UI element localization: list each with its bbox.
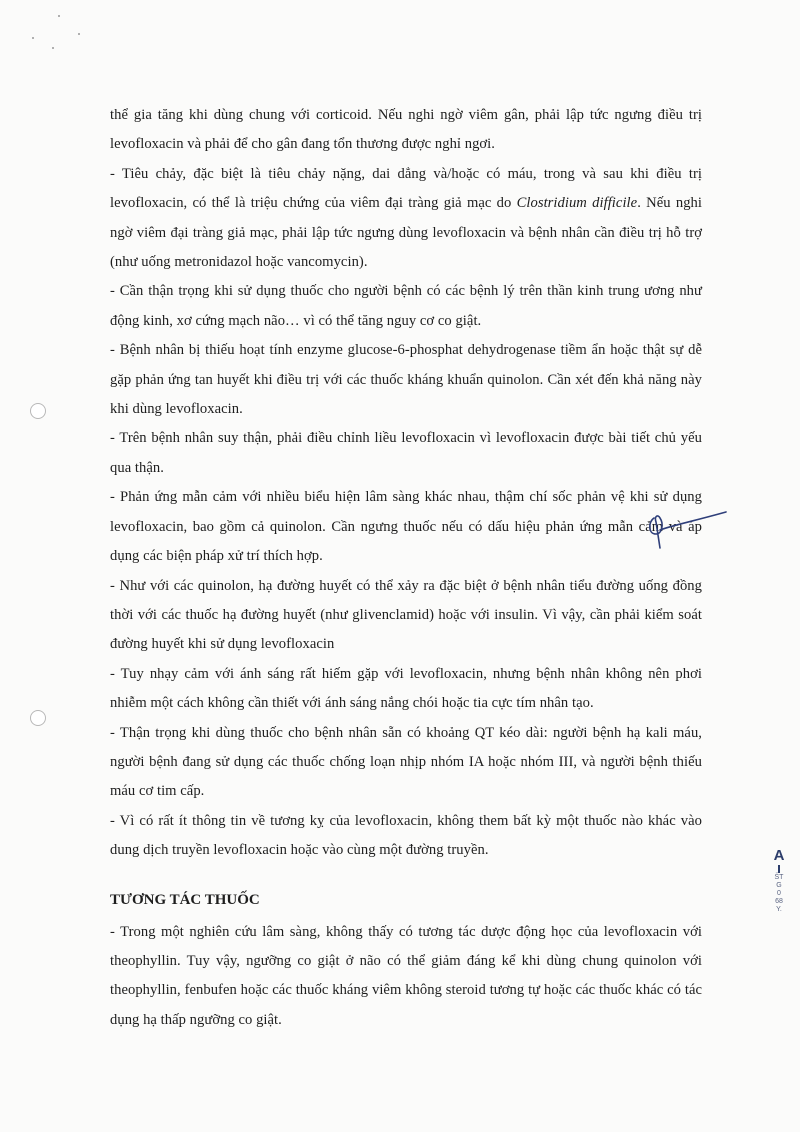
stamp-line: ŠT xyxy=(774,874,784,881)
paragraph-text: - Tiêu chảy, đặc biệt là tiêu chảy nặng, dai dẳng và/hoặc có máu, trong và sau khi điều trị levofloxacin, có thể là triệu chứng của viêm đại tràng giả mạc do xyxy=(110,165,702,212)
scan-speck xyxy=(78,33,80,35)
paragraph: - Tuy nhạy cảm với ánh sáng rất hiếm gặp với levofloxacin, nhưng bệnh nhân không nên phơi nhiễm một cách không cần thiết với ánh sáng nắng chói hoặc tia cực tím nhân tạo. xyxy=(110,665,702,712)
paragraph: - Thận trọng khi dùng thuốc cho bệnh nhân sẵn có khoảng QT kéo dài: người bệnh hạ kali máu, người bệnh đang sử dụng các thuốc chống loạn nhịp nhóm IA hoặc nhóm III, và người bệnh thiếu máu cơ tim cấp. xyxy=(110,724,702,800)
paragraph: thể gia tăng khi dùng chung với corticoid. Nếu nghi ngờ viêm gân, phải lập tức ngưng điều trị levofloxacin và phải để cho gân đang tổn thương được nghỉ ngơi. xyxy=(110,107,702,153)
paragraph: - Trên bệnh nhân suy thận, phải điều chỉnh liều levofloxacin vì levofloxacin được bài tiết chủ yếu qua thận. xyxy=(110,430,702,476)
paragraph: - Bệnh nhân bị thiếu hoạt tính enzyme glucose-6-phosphat dehydrogenase tiềm ẩn hoặc thật sự dễ gặp phản ứng tan huyết khi điều trị với các thuốc kháng khuẩn quinolon. Cần xét đến khả năng này khi dùng levofloxacin. xyxy=(110,342,702,418)
stamp-line: G xyxy=(776,882,782,889)
stamp-letter: A xyxy=(773,847,785,864)
stamp-line: 0 xyxy=(777,890,781,897)
punch-hole xyxy=(30,710,46,726)
paragraph: - Phản ứng mẫn cảm với nhiều biểu hiện lâm sàng khác nhau, thậm chí sốc phản vệ khi sử dụng levofloxacin, bao gồm cả quinolon. Cần ngưng thuốc nếu có dấu hiệu phản ứng mẫn cảm và áp dụng các biện pháp xử trí thích hợp. xyxy=(110,489,702,565)
paragraph: - Trong một nghiên cứu lâm sàng, không thấy có tương tác dược động học của levofloxacin với theophyllin. Tuy vậy, ngưỡng co giật ở não có thể giảm đáng kể khi dùng chung quinolon với theophyllin, fenbufen hoặc các thuốc kháng viêm không steroid tương tự hoặc các thuốc khác có tác dụng hạ thấp ngưỡng co giật. xyxy=(110,923,702,1028)
stamp-line: Y. xyxy=(776,906,782,913)
scan-speck xyxy=(52,47,54,49)
section-heading: TƯƠNG TÁC THUỐC xyxy=(110,891,260,908)
stamp-rule xyxy=(778,865,780,873)
paragraph: - Cần thận trọng khi sử dụng thuốc cho người bệnh có các bệnh lý trên thần kinh trung ương như động kinh, xơ cứng mạch não… vì có thể tăng nguy cơ co giật. xyxy=(110,283,702,329)
organism-name: Clostridium difficile xyxy=(516,195,638,212)
stamp-line: 68 xyxy=(775,898,783,905)
handwritten-signature xyxy=(640,508,730,552)
margin-stamp xyxy=(765,848,793,938)
scan-speck xyxy=(32,37,34,39)
paragraph: - Vì có rất ít thông tin về tương kỵ của levofloxacin, không them bất kỳ một thuốc nào khác vào dung dịch truyền levofloxacin hoặc vào cùng một đường truyền. xyxy=(110,812,702,859)
document-body xyxy=(110,101,702,1035)
scan-speck xyxy=(58,15,60,17)
paragraph-text: . Nếu nghi ngờ viêm đại tràng giả mạc, phải lập tức ngưng dùng levofloxacin và bệnh nhân cần điều trị hỗ trợ (như uống metronidazol hoặc vancomycin). xyxy=(110,195,702,271)
paragraph-colitis xyxy=(110,160,702,278)
punch-hole xyxy=(30,403,46,419)
paragraph: - Như với các quinolon, hạ đường huyết có thể xảy ra đặc biệt ở bệnh nhân tiểu đường uống đồng thời với các thuốc hạ đường huyết (như glivenclamid) hoặc với insulin. Vì vậy, cần phải kiểm soát đường huyết khi sử dụng levofloxacin xyxy=(110,577,702,653)
